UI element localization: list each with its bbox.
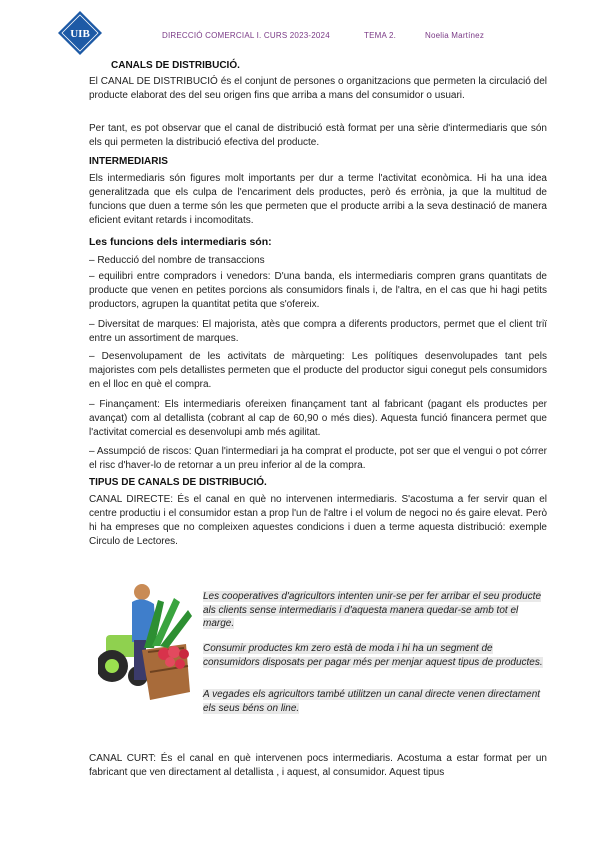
intermediaris-title: INTERMEDIARIS	[89, 156, 168, 167]
header-topic: TEMA 2.	[364, 31, 397, 40]
logo-text: UIB	[70, 28, 90, 40]
caption-3	[203, 688, 548, 715]
canals-paragraph-2: Per tant, es pot observar que el canal de distribució està format per una sèrie d'intermediaris que són els qui permeten la distribució efectiva del producte.	[89, 123, 547, 148]
canal-directe-paragraph: CANAL DIRECTE: És el canal en què no intervenen intermediaris. S'acostuma a fer servir quan el centre productiu i el consumidor estan a prop l'un de l'altre i el volum de negoci no és gaire elevat. Però hi ha empreses que no compleixen aquestes condicions i duen a terme aquesta distribució: exemple Circulo de Lectores.	[89, 494, 547, 547]
funcio-2: – equilibri entre compradors i venedors: D'una banda, els intermediaris compren grans quantitats de producte que venen en petites porcions als consumidors finals i, de l'altra, en el cas que hi hagi petits productors, agrupen la quantitat petita que s'ofereix.	[89, 271, 547, 310]
caption-3-text: A vegades els agricultors també utilitzen un canal directe venen directament els seus béns on line.	[203, 689, 541, 714]
canal-curt-paragraph: CANAL CURT: És el canal en què intervenen pocs intermediaris. Acostuma a estar format per un fabricant que ven directament al detallista , i aquest, al consumidor. Aquest tipus	[89, 753, 547, 778]
caption-2	[203, 642, 548, 669]
caption-2-text: Consumir productes km zero està de moda i hi ha un segment de consumidors disposats per pagar més per menjar aquest tipus de productes.	[203, 643, 543, 668]
funcio-1: – Reducció del nombre de transaccions	[89, 255, 265, 266]
uib-logo	[57, 10, 103, 56]
canals-paragraph-1: El CANAL DE DISTRIBUCIÓ és el conjunt de persones o organitzacions que permeten la circulació del producte elaborat des del seu origen fins que arriba a mans del consumidor o usuari.	[89, 76, 547, 101]
caption-1	[203, 590, 548, 631]
funcio-5: – Finançament: Els intermediaris ofereixen finançament tant al fabricant (pagant els productes per avançat) com al detallista (cobrant al cap de 60,90 o més dies). Aquesta funció financera permet que l'activitat comercial es desenvolupi amb més agilitat.	[89, 399, 547, 438]
funcio-3: – Diversitat de marques: El majorista, atès que compra a diferents productors, permet que el client triï entre un assortiment de marques.	[89, 319, 547, 344]
intermediaris-paragraph: Els intermediaris són figures molt importants per dur a terme l'activitat econòmica. Hi ha una idea generalitzada que els culpa de l'encariment dels productes, però és errònia, ja que la multitud de funcions que duen a terme són les que permeten que el producte arribi a la seva destinació de manera eficient evitant retards i incomoditats.	[89, 173, 547, 226]
header-author: Noelia Martínez	[425, 31, 485, 40]
funcio-6: – Assumpció de riscos: Quan l'intermediari ja ha comprat el producte, pot ser que el vengui o pot córrer el risc d'haver-lo de retornar a un preu inferior al de la compra.	[89, 446, 547, 471]
funcions-title: Les funcions dels intermediaris són:	[89, 236, 272, 248]
tipus-title: TIPUS DE CANALS DE DISTRIBUCIÓ.	[89, 477, 267, 488]
funcio-4: – Desenvolupament de les activitats de màrqueting: Les polítiques desenvolupades tant pels majoristes com pels detallistes permeten que el producte del productor sigui conegut pels consumidors en el lloc en què el compra.	[89, 351, 547, 390]
farmer-with-vegetables-illustration	[98, 580, 198, 710]
header-course: DIRECCIÓ COMERCIAL I. CURS 2023-2024	[162, 31, 330, 40]
canals-title: CANALS DE DISTRIBUCIÓ.	[111, 60, 240, 71]
caption-1-text: Les cooperatives d'agricultors intenten unir-se per fer arribar el seu producte als clients sense intermediaris i d'aquesta manera quedar-se amb tot el marge.	[203, 591, 542, 629]
